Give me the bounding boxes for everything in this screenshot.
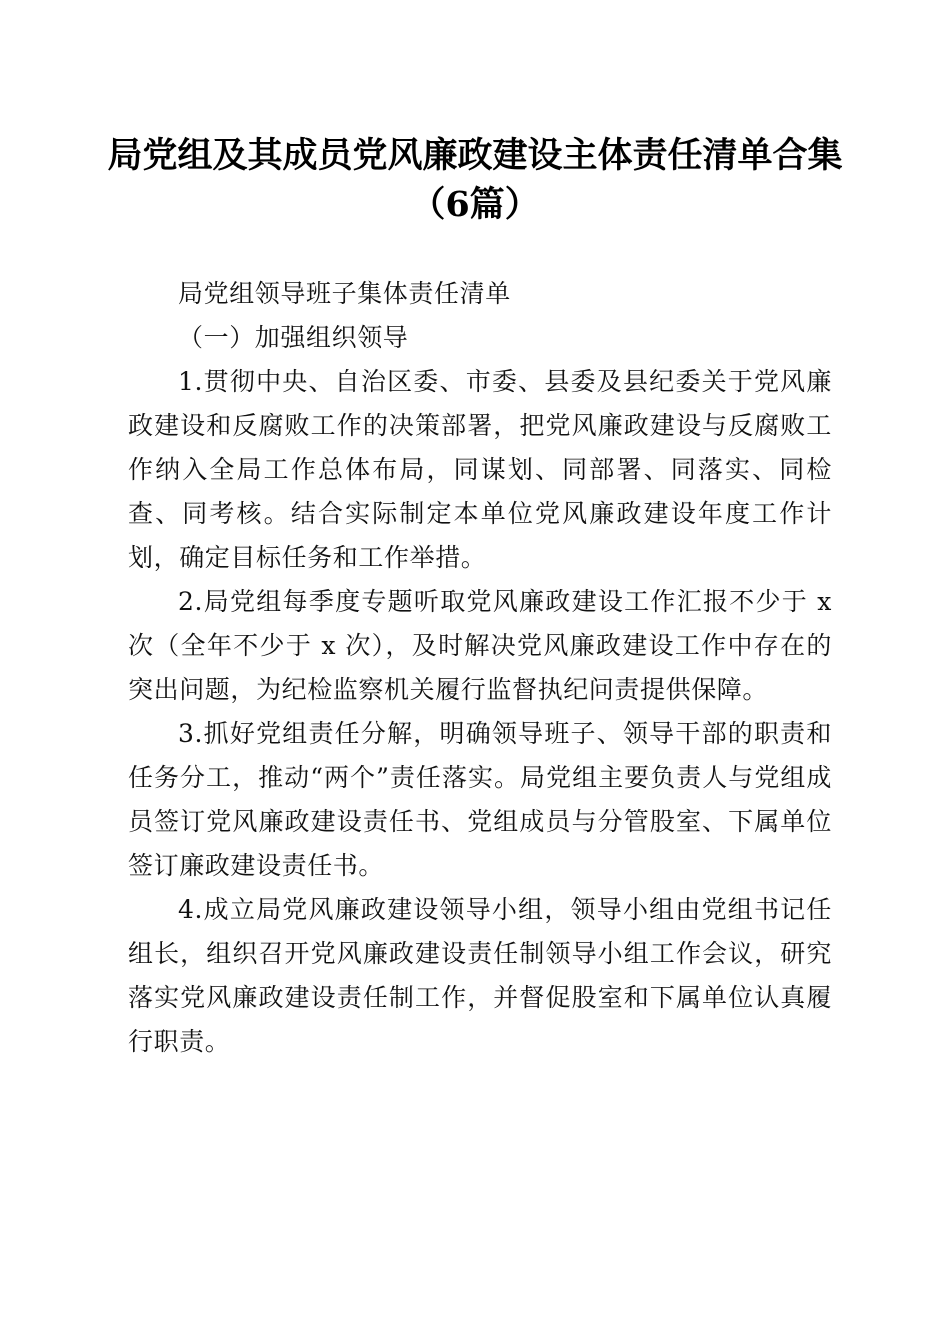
paragraph-3: 3.抓好党组责任分解，明确领导班子、领导干部的职责和任务分工，推动“两个”责任落实。局党组主要负责人与党组成员签订党风廉政建设责任书、党组成员与分管股室、下属单位签订廉政建设责任书。 xyxy=(128,719,832,880)
paragraph-2: 2.局党组每季度专题听取党风廉政建设工作汇报不少于 x 次（全年不少于 x 次），及时解决党风廉政建设工作中存在的突出问题，为纪检监察机关履行监督执纪问责提供保障。 xyxy=(128,587,832,704)
paragraph-1: 1.贯彻中央、自治区委、市委、县委及县纪委关于党风廉政建设和反腐败工作的决策部署，把党风廉政建设与反腐败工作纳入全局工作总体布局，同谋划、同部署、同落实、同检查、同考核。结合实际制定本单位党风廉政建设年度工作计划，确定目标任务和工作举措。 xyxy=(128,367,832,572)
subsection-heading: （一）加强组织领导 xyxy=(178,323,409,352)
document-body xyxy=(128,272,832,1064)
paragraph-4: 4.成立局党风廉政建设领导小组，领导小组由党组书记任组长，组织召开党风廉政建设责任制领导小组工作会议，研究落实党风廉政建设责任制工作，并督促股室和下属单位认真履行职责。 xyxy=(128,895,832,1056)
section-heading: 局党组领导班子集体责任清单 xyxy=(178,279,511,308)
document-title: 局党组及其成员党风廉政建设主体责任清单合集（6篇） xyxy=(107,135,843,225)
